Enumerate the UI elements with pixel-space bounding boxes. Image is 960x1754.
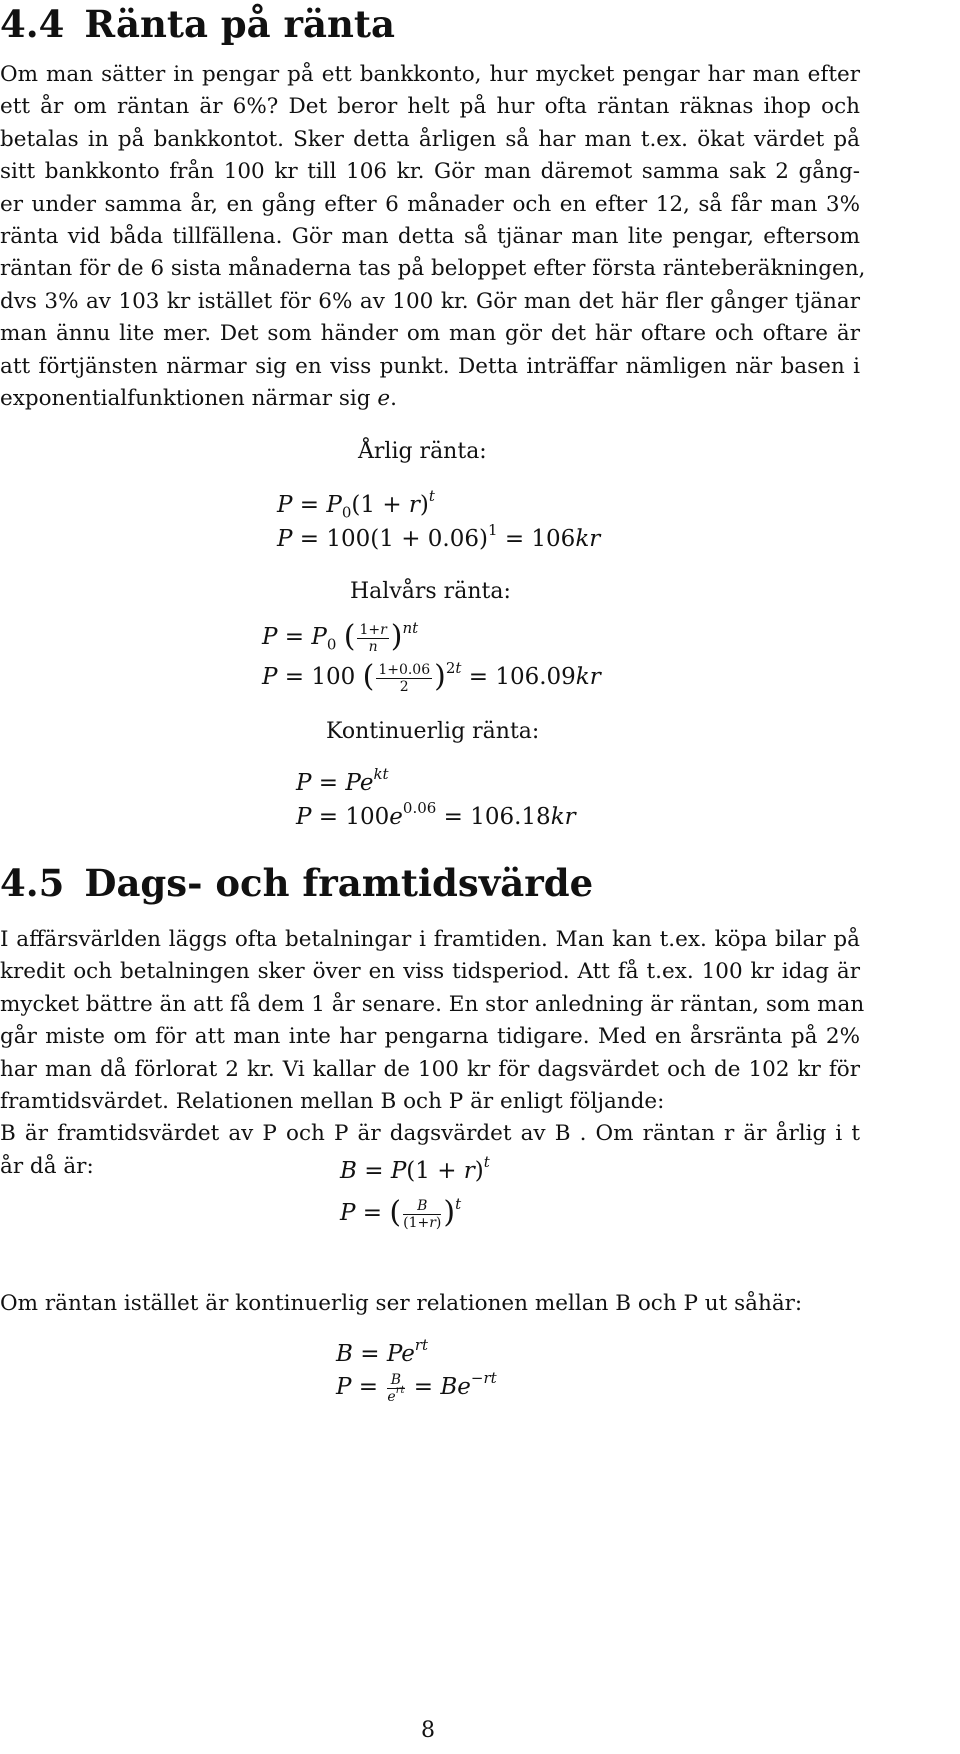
paragraph-text: . [390,386,397,412]
formula-continuous-future: $B = Pe^{rt}$ [336,1336,429,1367]
section-title: Ränta på ränta [84,2,395,46]
paragraph-line: år då är: [0,1153,94,1179]
paragraph-line: er under samma år, en gång efter 6 månader och en efter 12, så får man 3% [0,191,860,217]
formula-continuous-general: $P = Pe^{kt}$ [296,765,389,796]
paragraph-line: räntan för de 6 sista månaderna tas på beloppet efter första ränteberäkningen, [0,256,866,282]
paragraph-line: betalas in på bankkontot. Sker detta årligen så har man t.ex. ökat värdet på [0,126,860,152]
section-title: Dags- och framtidsvärde [84,861,594,905]
formula-continuous-example: $P = 100e^{0.06} = 106.18kr$ [296,799,576,830]
paragraph-line: I affärsvärlden läggs ofta betalningar i framtiden. Man kan t.ex. köpa bilar på [0,927,860,952]
paragraph-line [0,383,860,415]
paragraph-line: Om man sätter in pengar på ett bankkonto, hur mycket pengar har man efter [0,62,860,87]
section-heading-4-5 [0,863,593,903]
formula-continuous-present: P = $\frac{B}{e^{rt}}$ = $Be^{-rt}$ [336,1369,497,1405]
formula-present-value: P = ( $\frac{B}{(1+r)}$ )$^t$ [340,1195,462,1231]
paragraph-line: sitt bankkonto från 100 kr till 106 kr. Gör man däremot samma sak 2 gång- [0,159,860,185]
continuous-interest-caption: Kontinuerlig ränta: [326,719,540,744]
paragraph-line: har man då förlorat 2 kr. Vi kallar de 100 kr för dagsvärdet och de 102 kr för [0,1056,860,1082]
paragraph-line: går miste om för att man inte har pengarna tidigare. Med en årsränta på 2% [0,1024,860,1050]
formula-annual-example: $P = 100(1 + 0.06)^1 = 106kr$ [277,521,601,552]
math-var: e [377,386,391,412]
formula-halfyear-example: P = 100 ( $\frac{1+0.06}{2}$ )$^{2t}$ = 106.09kr [262,659,601,695]
annual-interest-caption: Årlig ränta: [358,439,487,464]
page-number: 8 [421,1718,435,1743]
section-heading-4-4 [0,4,395,44]
paragraph-line: Om räntan istället är kontinuerlig ser relationen mellan B och P ut såhär: [0,1291,803,1316]
section-number: 4.4 [0,2,65,46]
section-4-4-paragraph [0,59,866,415]
formula-future-value: $B = P(1 + r)^t$ [340,1153,490,1184]
section-number: 4.5 [0,861,65,905]
paragraph-line: ränta vid båda tillfällena. Gör man detta så tjänar man lite pengar, eftersom [0,224,860,250]
paragraph-line: kredit och betalningen sker över en viss tidsperiod. Att få t.ex. 100 kr idag är [0,959,860,985]
section-4-5-paragraph [0,924,865,1183]
paragraph-line: man ännu lite mer. Det som händer om man gör det här oftare och oftare är [0,321,860,347]
paragraph-text: exponentialfunktionen närmar sig [0,386,378,412]
continuous-relation-paragraph [0,1288,860,1320]
paragraph-line: B är framtidsvärdet av P och P är dagsvärdet av B . Om räntan r är årlig i t [0,1121,860,1147]
paragraph-line: ett år om räntan är 6%? Det beror helt på hur ofta räntan räknas ihop och [0,94,860,120]
formula-annual-general: $P = P_0(1 + r)^t$ [277,487,435,522]
paragraph-line: mycket bättre än att få dem 1 år senare. En stor anledning är räntan, som man [0,991,865,1017]
halfyear-interest-caption: Halvårs ränta: [350,579,511,604]
paragraph-line: framtidsvärdet. Relationen mellan B och P är enligt följande: [0,1089,665,1115]
paragraph-line: att förtjänsten närmar sig en viss punkt. Detta inträffar nämligen när basen i [0,353,860,379]
paragraph-line: dvs 3% av 103 kr istället för 6% av 100 kr. Gör man det här fler gånger tjänar [0,288,860,314]
formula-halfyear-general: $P = P_0$ ( $\frac{1+r}{n}$ )$^{nt}$ [262,619,419,655]
